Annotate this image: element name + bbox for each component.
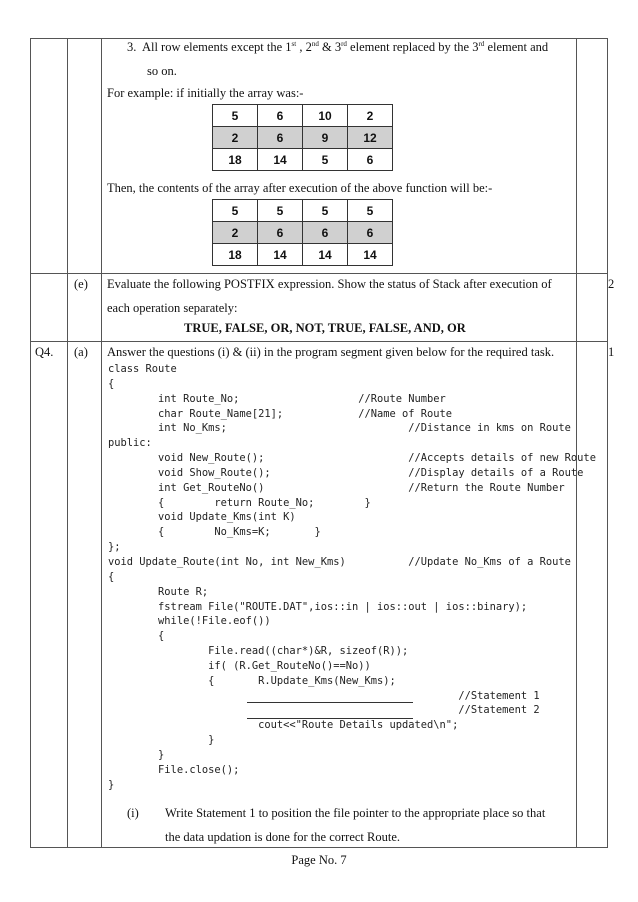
- code-line: //Statement 1: [108, 689, 540, 702]
- statement-2-blank: [247, 718, 413, 719]
- superscript: rd: [478, 39, 485, 48]
- q4-marks: 1: [608, 345, 615, 359]
- code-line: public:: [108, 437, 152, 450]
- table-cell: 14: [258, 244, 303, 266]
- code-line: fstream File("ROUTE.DAT",ios::in | ios::out | ios::binary);: [108, 600, 528, 613]
- code-line: int Get_RouteNo() //Return the Route Number: [108, 481, 565, 494]
- table-cell: 18: [213, 244, 258, 266]
- table-cell: 14: [348, 244, 393, 266]
- table-cell: 6: [348, 222, 393, 244]
- code-block: [108, 362, 596, 792]
- part-e-line2: each operation separately:: [107, 301, 238, 315]
- code-line: int Route_No; //Route Number: [108, 392, 446, 405]
- code-line: {: [108, 570, 115, 583]
- table-row: [213, 222, 393, 244]
- table-cell: 5: [258, 200, 303, 222]
- table-cell: 6: [258, 105, 303, 127]
- item-3-line1: [127, 39, 548, 55]
- item-number: 3.: [127, 40, 137, 54]
- table-cell: 5: [213, 200, 258, 222]
- table-cell: 2: [213, 222, 258, 244]
- item-text: & 3: [318, 40, 342, 54]
- item-3-line2: so on.: [147, 64, 177, 78]
- statement-1-blank: [247, 702, 413, 703]
- code-line: int No_Kms; //Distance in kms on Route: [108, 422, 571, 435]
- code-line: void New_Route(); //Accepts details of new Route: [108, 452, 596, 465]
- part-e-line1: Evaluate the following POSTFIX expression. Show the status of Stack after execution of: [107, 277, 552, 291]
- code-line: };: [108, 541, 121, 554]
- code-line: {: [108, 377, 115, 390]
- example-intro: For example: if initially the array was:-: [107, 86, 304, 100]
- result-array-table: [212, 199, 393, 266]
- code-line: Route R;: [108, 585, 209, 598]
- row-divider: [30, 273, 608, 274]
- table-row: [213, 127, 393, 149]
- item-text: element replaced by the 3: [346, 40, 479, 54]
- superscript: st: [291, 39, 297, 48]
- question-number: Q4.: [35, 345, 54, 359]
- sub-question-line1: Write Statement 1 to position the file pointer to the appropriate place so that: [165, 806, 546, 820]
- initial-array-table: [212, 104, 393, 171]
- table-cell: 18: [213, 149, 258, 171]
- column-divider: [67, 38, 68, 848]
- code-line: { No_Kms=K; }: [108, 526, 321, 539]
- table-cell: 10: [303, 105, 348, 127]
- item-text: All row elements except the 1: [141, 40, 292, 54]
- page-number: Page No. 7: [291, 853, 347, 867]
- table-cell: 12: [348, 127, 393, 149]
- table-cell: 5: [303, 200, 348, 222]
- column-divider: [101, 38, 102, 848]
- table-cell: 6: [303, 222, 348, 244]
- code-line: void Update_Route(int No, int New_Kms) //Update No_Kms of a Route: [108, 555, 571, 568]
- code-line: while(!File.eof()): [108, 615, 271, 628]
- table-row: [213, 105, 393, 127]
- part-e-marks: 2: [608, 277, 615, 291]
- code-line: File.close();: [108, 763, 240, 776]
- superscript: nd: [311, 39, 319, 48]
- code-line: }: [108, 748, 165, 761]
- table-cell: 2: [213, 127, 258, 149]
- then-text: Then, the contents of the array after execution of the above function will be:-: [107, 181, 493, 195]
- code-line: }: [108, 778, 115, 791]
- code-line: char Route_Name[21]; //Name of Route: [108, 407, 453, 420]
- q4-instruction: Answer the questions (i) & (ii) in the program segment given below for the required task.: [107, 345, 555, 359]
- table-cell: 6: [258, 127, 303, 149]
- table-cell: 5: [348, 200, 393, 222]
- part-a-label: (a): [74, 345, 88, 359]
- table-cell: 6: [258, 222, 303, 244]
- postfix-expression: TRUE, FALSE, OR, NOT, TRUE, FALSE, AND, OR: [184, 321, 466, 335]
- sub-question-line2: the data updation is done for the correct Route.: [165, 830, 400, 844]
- table-cell: 2: [348, 105, 393, 127]
- part-e-label: (e): [74, 277, 88, 291]
- code-line: { return Route_No; }: [108, 496, 371, 509]
- code-line: class Route: [108, 363, 177, 375]
- code-line: void Show_Route(); //Display details of a Route: [108, 466, 584, 479]
- code-line: File.read((char*)&R, sizeof(R));: [108, 645, 409, 658]
- table-cell: 14: [258, 149, 303, 171]
- table-cell: 6: [348, 149, 393, 171]
- code-line: }: [108, 734, 215, 747]
- row-divider: [30, 341, 608, 342]
- item-text: , 2: [296, 40, 312, 54]
- code-line: cout<<"Route Details updated\n";: [108, 719, 459, 732]
- code-line: //Statement 2: [108, 704, 540, 717]
- sub-question-label: (i): [127, 806, 139, 820]
- item-text: element and: [484, 40, 549, 54]
- superscript: rd: [341, 39, 347, 48]
- table-cell: 14: [303, 244, 348, 266]
- code-line: void Update_Kms(int K): [108, 511, 296, 524]
- table-cell: 9: [303, 127, 348, 149]
- code-line: if( (R.Get_RouteNo()==No)): [108, 659, 371, 672]
- code-line: { R.Update_Kms(New_Kms);: [108, 674, 396, 687]
- table-row: [213, 200, 393, 222]
- table-row: [213, 244, 393, 266]
- code-line: {: [108, 630, 165, 643]
- table-row: [213, 149, 393, 171]
- table-cell: 5: [303, 149, 348, 171]
- table-cell: 5: [213, 105, 258, 127]
